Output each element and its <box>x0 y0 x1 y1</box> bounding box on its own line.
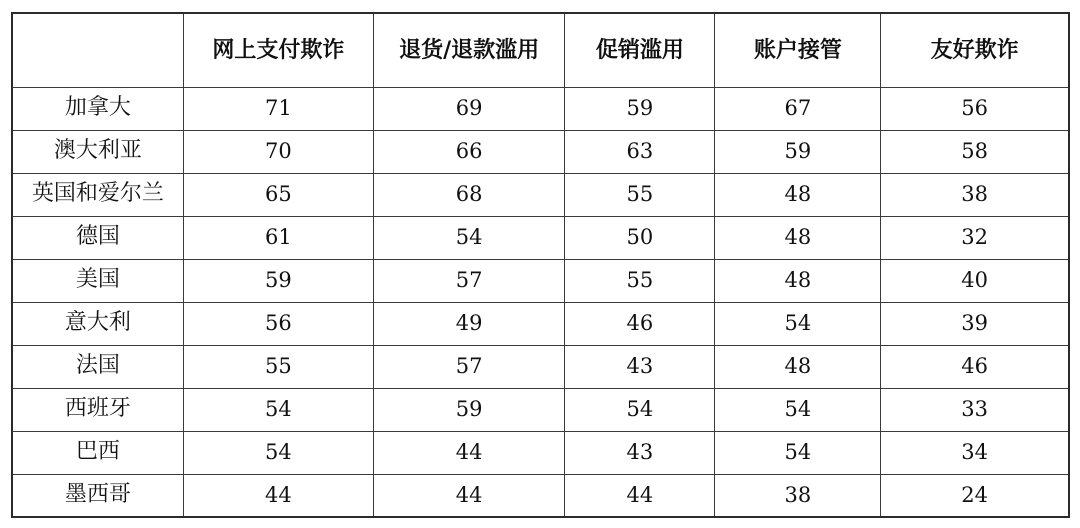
row-label: 德国 <box>12 216 183 259</box>
value-cell: 55 <box>183 345 373 388</box>
column-header: 退货/退款滥用 <box>373 13 564 87</box>
column-header: 账户接管 <box>715 13 881 87</box>
value-cell: 32 <box>881 216 1069 259</box>
column-header: 促销滥用 <box>565 13 715 87</box>
value-cell: 44 <box>373 474 564 517</box>
table-row <box>12 345 1069 388</box>
value-cell: 48 <box>715 345 881 388</box>
value-cell: 65 <box>183 173 373 216</box>
table-row <box>12 388 1069 431</box>
row-label: 西班牙 <box>12 388 183 431</box>
row-label: 美国 <box>12 259 183 302</box>
value-cell: 34 <box>881 431 1069 474</box>
value-cell: 61 <box>183 216 373 259</box>
row-label: 墨西哥 <box>12 474 183 517</box>
value-cell: 63 <box>565 130 715 173</box>
table-body <box>12 87 1069 517</box>
value-cell: 57 <box>373 259 564 302</box>
row-label: 加拿大 <box>12 87 183 130</box>
value-cell: 49 <box>373 302 564 345</box>
row-label: 澳大利亚 <box>12 130 183 173</box>
value-cell: 55 <box>565 173 715 216</box>
table-row <box>12 474 1069 517</box>
value-cell: 24 <box>881 474 1069 517</box>
value-cell: 54 <box>715 431 881 474</box>
value-cell: 59 <box>183 259 373 302</box>
corner-cell <box>12 13 183 87</box>
value-cell: 48 <box>715 216 881 259</box>
column-header: 友好欺诈 <box>881 13 1069 87</box>
value-cell: 69 <box>373 87 564 130</box>
value-cell: 55 <box>565 259 715 302</box>
value-cell: 43 <box>565 431 715 474</box>
value-cell: 58 <box>881 130 1069 173</box>
row-label: 意大利 <box>12 302 183 345</box>
value-cell: 54 <box>715 302 881 345</box>
value-cell: 40 <box>881 259 1069 302</box>
value-cell: 43 <box>565 345 715 388</box>
value-cell: 46 <box>881 345 1069 388</box>
table-header <box>12 13 1069 87</box>
value-cell: 39 <box>881 302 1069 345</box>
value-cell: 71 <box>183 87 373 130</box>
header-row <box>12 13 1069 87</box>
table-row <box>12 130 1069 173</box>
value-cell: 56 <box>183 302 373 345</box>
value-cell: 54 <box>715 388 881 431</box>
fraud-rates-table <box>11 12 1070 518</box>
value-cell: 48 <box>715 173 881 216</box>
value-cell: 57 <box>373 345 564 388</box>
value-cell: 54 <box>565 388 715 431</box>
value-cell: 56 <box>881 87 1069 130</box>
table-row <box>12 216 1069 259</box>
row-label: 法国 <box>12 345 183 388</box>
row-label: 巴西 <box>12 431 183 474</box>
table-row <box>12 87 1069 130</box>
column-header: 网上支付欺诈 <box>183 13 373 87</box>
value-cell: 54 <box>183 388 373 431</box>
value-cell: 48 <box>715 259 881 302</box>
value-cell: 70 <box>183 130 373 173</box>
value-cell: 68 <box>373 173 564 216</box>
row-label: 英国和爱尔兰 <box>12 173 183 216</box>
value-cell: 54 <box>373 216 564 259</box>
value-cell: 50 <box>565 216 715 259</box>
value-cell: 38 <box>715 474 881 517</box>
table-row <box>12 431 1069 474</box>
value-cell: 44 <box>565 474 715 517</box>
value-cell: 46 <box>565 302 715 345</box>
value-cell: 59 <box>373 388 564 431</box>
value-cell: 33 <box>881 388 1069 431</box>
value-cell: 59 <box>565 87 715 130</box>
value-cell: 67 <box>715 87 881 130</box>
value-cell: 44 <box>373 431 564 474</box>
table-row <box>12 259 1069 302</box>
value-cell: 38 <box>881 173 1069 216</box>
table-row <box>12 302 1069 345</box>
value-cell: 66 <box>373 130 564 173</box>
value-cell: 59 <box>715 130 881 173</box>
value-cell: 54 <box>183 431 373 474</box>
table-row <box>12 173 1069 216</box>
value-cell: 44 <box>183 474 373 517</box>
